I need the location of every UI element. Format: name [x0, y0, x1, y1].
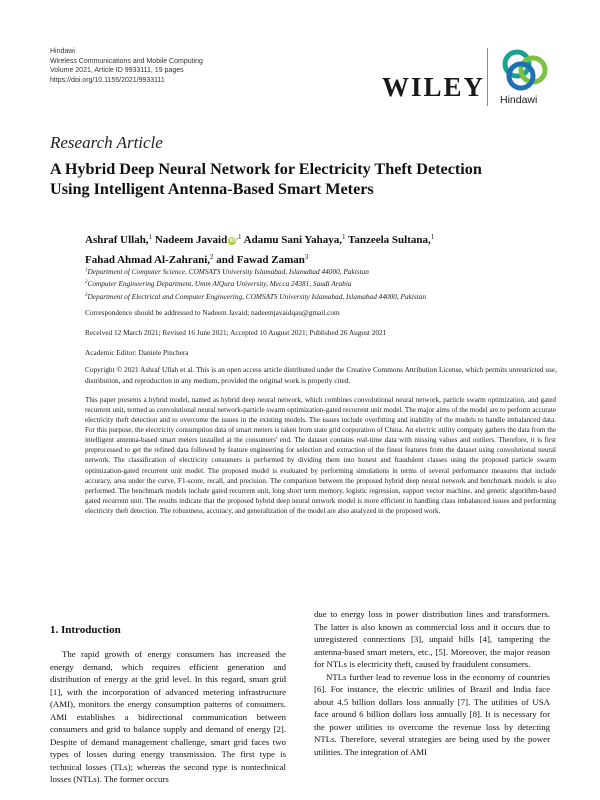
author-line: [85, 229, 565, 249]
wiley-logo: WILEY: [382, 72, 486, 102]
correspondence-line[interactable]: Correspondence should be addressed to Nadeem Javaid; nadeemjavaidqau@gmail.com: [85, 308, 340, 317]
author-affiliation-mark: 1: [341, 233, 346, 241]
author-name[interactable]: Fahad Ahmad Al-Zahrani,: [85, 254, 211, 266]
author-affiliation-mark: 2: [210, 253, 214, 261]
doi-link[interactable]: https://doi.org/10.1155/2021/9933111: [50, 76, 165, 84]
volume-line: Volume 2021, Article ID 9933111, 19 pages: [50, 67, 184, 74]
copyright-notice: Copyright © 2021 Ashraf Ullah et al. This is an open access article distributed under the Creative Commons Attribution License, which permits unrestricted use, distribution, and reproduction in any medium, provided the original work is properly cited.: [85, 365, 557, 385]
author-affiliation-mark: ,1: [236, 233, 242, 241]
academic-editor: Academic Editor: Daniele Pinchera: [85, 348, 189, 357]
author-name[interactable]: Nadeem Javaid: [154, 234, 228, 246]
author-name[interactable]: Ashraf Ullah,: [85, 234, 149, 246]
orcid-icon[interactable]: iD: [229, 238, 235, 244]
author-name[interactable]: and Fawad Zaman: [216, 254, 305, 266]
logo-divider: [487, 48, 488, 106]
intro-paragraph: due to energy loss in power distribution lines and transformers. The latter is also known as commercial loss and it occurs due to unregistered connections [3], unpaid bills [4], tampering the antenna-based smart meters, etc., [5]. Moreover, the major reason for NTLs is electricity theft, caused by fraudulent consumers.: [314, 609, 550, 669]
abstract-text: This paper presents a hybrid model, named as hybrid deep neural network, which combines convolutional neural network, particle swarm optimization, and gated recurrent unit, termed as convolutional neural network-particle swarm optimization-gated recurrent unit model. The major aims of the model are to perform accurate electricity theft detection and to overcome the issues in the existing models. The issues include overfitting and inability of the models to handle imbalanced data. For this purpose, the electricity consumption data of smart meters is taken from state grid corporation of China. An electric utility company gathers the data from the intelligent antenna-based smart meters installed at the consumers' end. The dataset contains real-time data with missing values and outliers. Therefore, it is first preprocessed to get the refined data followed by feature engineering for selection and extraction of the finest features from the dataset using convolutional neural network. The classification of electricity consumers is performed by dividing them into honest and fraudulent classes using the proposed particle swarm optimization-gated recurrent unit model. The proposed model is evaluated by performing simulations in terms of several performance measures that include accuracy, area under the curve, F1-score, recall, and precision. The comparison between the proposed hybrid deep neural network and benchmark models is also performed. The benchmark models include gated recurrent unit, long short term memory, logistic regression, support vector machine, and genetic algorithm-based gated recurrent unit. The results indicate that the proposed hybrid deep neural network model is more efficient in handling class imbalanced issues and performing electricity theft detection. The robustness, accuracy, and generalization of the model are also analyzed in the proposed work.: [85, 396, 556, 515]
body-column-left: [50, 648, 286, 786]
author-name[interactable]: Adamu Sani Yahaya,: [243, 234, 342, 246]
article-type: Research Article: [50, 133, 163, 152]
author-list: [85, 229, 565, 269]
affiliation-item: $^1$Department of Computer Science, COMSATS University Islamabad, Islamabad 44000, Pakistan: [85, 267, 369, 276]
section-heading-introduction: 1. Introduction: [50, 624, 121, 636]
author-affiliation-mark: 1: [148, 233, 153, 241]
intro-paragraph: NTLs further lead to revenue loss in the economy of countries [6]. For instance, the electric utilities of Brazil and India face about 4.5 billion dollars loss annually [7]. The utilities of USA face around 6 billion dollars loss annually [8]. It is necessary for the power utilities to overcome the revenue loss by detecting NTLs. Therefore, several strategies are being used by the power utilities. The integration of AMI: [314, 671, 550, 757]
affiliation-item: $^3$Department of Electrical and Computer Engineering, COMSATS University Islamabad, Islamabad 44000, Pakistan: [85, 291, 427, 301]
hindawi-wordmark: Hindawi: [500, 94, 538, 106]
intro-paragraph: The rapid growth of energy consumers has increased the energy demand, which requires efficient generation and distribution of energy at the grid level. In this regard, smart grid [1], with the incorporation of advanced metering infrastructure (AMI), monitors the energy consumption patterns of consumers. AMI establishes a bidirectional communication between consumers and grid to balance supply and demand of energy [2]. Despite of demand management challenge, smart grid faces two types of losses during energy transmission. The first type is technical losses (TLs); whereas the second type is nontechnical losses (NTLs). The former occurs: [50, 649, 286, 784]
journal-header: [50, 47, 203, 85]
affiliation-list: [85, 265, 565, 302]
publication-dates: Received 12 March 2021; Revised 16 June 2021; Accepted 10 August 2021; Published 26 August 2021: [85, 328, 387, 337]
affiliation-item: $^2$Computer Engineering Department, Umm AlQura University, Mecca 24381, Saudi Arabia: [85, 279, 352, 289]
title-line: Using Intelligent Antenna-Based Smart Meters: [50, 180, 374, 198]
publisher-name: Hindawi: [50, 48, 75, 55]
article-title: [50, 159, 550, 199]
body-column-right: [314, 608, 550, 758]
hindawi-logo-icon: [499, 46, 555, 94]
title-line: A Hybrid Deep Neural Network for Electricity Theft Detection: [50, 160, 482, 178]
author-affiliation-mark: 1: [430, 233, 435, 241]
journal-name: Wireless Communications and Mobile Computing: [50, 57, 203, 65]
author-name[interactable]: Tanzeela Sultana,: [348, 234, 431, 246]
author-affiliation-mark: 3: [304, 253, 309, 261]
